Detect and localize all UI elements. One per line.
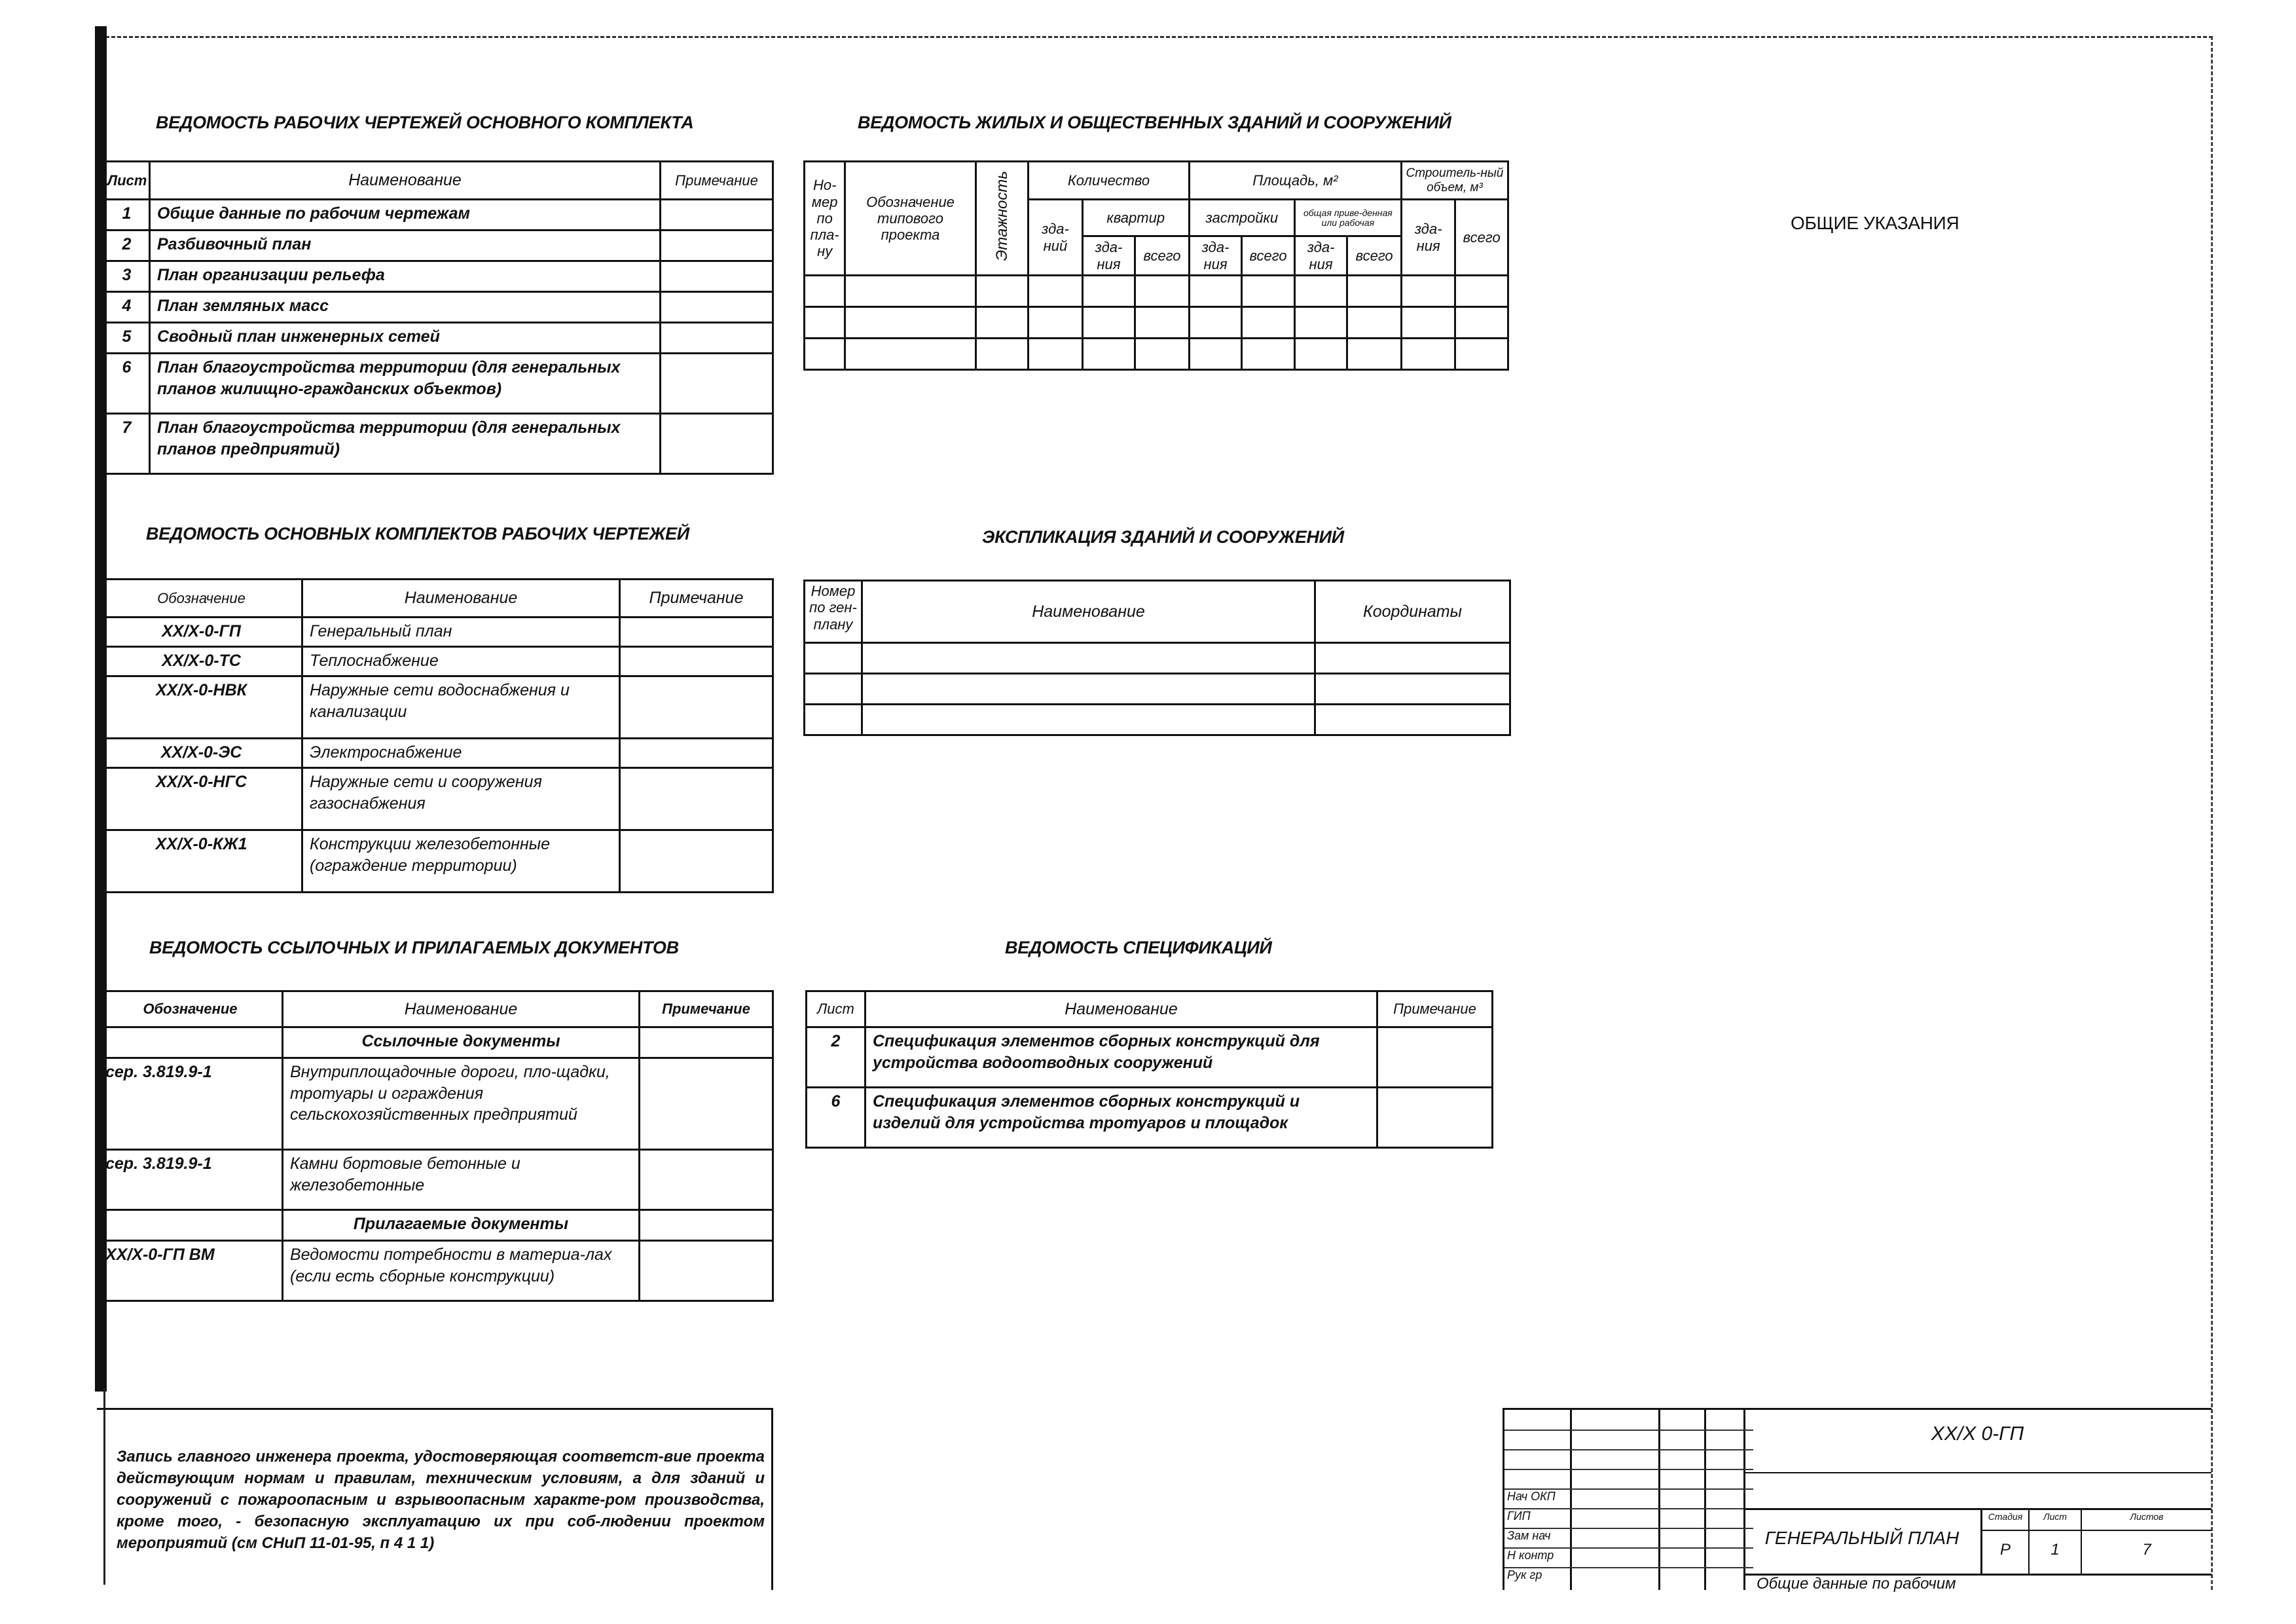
col-header-apt-buildings: зда-ния — [1082, 236, 1135, 276]
sheets-total-value: 7 — [2142, 1541, 2151, 1559]
drawing-code: ХХ/Х 0-ГП — [1931, 1423, 2024, 1445]
references-table — [97, 990, 774, 1302]
drawing-title: ГЕНЕРАЛЬНЫЙ ПЛАН — [1764, 1528, 1959, 1548]
col-header-total-buildings: зда-ния — [1294, 236, 1347, 276]
table-row: 4 План земляных масс — [104, 292, 773, 323]
table-row: 2 Спецификация элементов сборных конструкций для устройства водоотводных сооружений — [807, 1027, 1493, 1088]
col-header-volume-buildings: зда-ния — [1401, 200, 1455, 276]
col-header-dev-buildings: зда-ния — [1189, 236, 1242, 276]
col-header-buildings-count: зда-ний — [1029, 200, 1083, 276]
chief-engineer-note-box — [97, 1408, 773, 1590]
role-deputy: Зам нач — [1507, 1529, 1551, 1542]
col-header-designation: Обозначение — [101, 580, 302, 618]
col-header-note: Примечание — [1377, 991, 1493, 1027]
col-header-total-area: общая приве-денная или рабочая — [1294, 200, 1401, 236]
col-header-area: Площадь, м² — [1189, 162, 1401, 200]
col-header-volume-all: всего — [1455, 200, 1508, 276]
col-header-name: Наименование — [302, 580, 620, 618]
col-header-note: Примечание — [640, 991, 773, 1027]
table-row — [805, 674, 1510, 705]
table-row: ХХ/Х-0-ГП Генеральный план — [101, 618, 773, 647]
table-row — [805, 307, 1508, 339]
working-drawings-table — [103, 160, 774, 475]
col-header-floors: Этажность — [993, 170, 1011, 261]
table-row — [805, 643, 1510, 674]
col-header-development: застройки — [1189, 200, 1294, 236]
role-group-lead: Рук гр — [1507, 1568, 1542, 1581]
table-row: ХХ/Х-0-ТС Теплоснабжение — [101, 647, 773, 676]
col-header-coordinates: Координаты — [1315, 581, 1510, 643]
table-row: 1 Общие данные по рабочим чертежам — [104, 200, 773, 231]
general-notes-title: ОБЩИЕ УКАЗАНИЯ — [1791, 213, 1959, 233]
title-block — [1503, 1408, 2212, 1593]
col-header-plan-number: Но-мер по пла-ну — [805, 162, 845, 276]
col-header-apt-all: всего — [1135, 236, 1190, 276]
col-header-sheet: Лист — [807, 991, 866, 1027]
sheet-title: Общие данные по рабочим — [1757, 1575, 1956, 1593]
col-header-name: Наименование — [866, 991, 1377, 1027]
table-row: ХХ/Х-0-ЭС Электроснабжение — [101, 739, 773, 768]
col-header-apartments: квартир — [1082, 200, 1189, 236]
table-row: 5 Сводный план инженерных сетей — [104, 323, 773, 354]
table-row: 2 Разбивочный план — [104, 231, 773, 261]
main-sets-table — [100, 578, 774, 893]
col-header-sheet: Лист — [104, 162, 150, 200]
table-row: сер. 3.819.9-1 Камни бортовые бетонные и железобетонные — [98, 1150, 773, 1210]
table-subheader: Ссылочные документы — [98, 1027, 773, 1058]
col-header-name: Наименование — [862, 581, 1315, 643]
role-gip: ГИП — [1507, 1509, 1531, 1522]
table-row — [805, 339, 1508, 370]
col-header-total-all: всего — [1347, 236, 1402, 276]
sheet-label: Лист — [2043, 1511, 2068, 1522]
col-header-note: Примечание — [661, 162, 773, 200]
table-row: ХХ/Х-0-КЖ1 Конструкции железобетонные (ограждение территории) — [101, 830, 773, 893]
chief-engineer-note: Запись главного инженера проекта, удостоверяющая соответст-вие проекта действующим нормам и правилам, техническим условиям, а для зданий и сооружений с пожароопасным и взрывоопасным характе-ром производства, кроме того, - безопасную эксплуатацию их при соб-людении проектом мероприятий (см СНиП 11-01-95, п 4 1 1) — [117, 1448, 765, 1553]
explication-table — [803, 580, 1511, 736]
sheets-total-label: Листов — [2130, 1511, 2164, 1522]
specifications-table — [805, 990, 1493, 1149]
section-title-working-drawings: ВЕДОМОСТЬ РАБОЧИХ ЧЕРТЕЖЕЙ ОСНОВНОГО КОМПЛЕКТА — [156, 113, 694, 132]
section-title-references: ВЕДОМОСТЬ ССЫЛОЧНЫХ И ПРИЛАГАЕМЫХ ДОКУМЕНТОВ — [149, 938, 679, 957]
col-header-plan-number: Номер по ген-плану — [805, 581, 862, 643]
table-subheader: Прилагаемые документы — [98, 1210, 773, 1241]
stage-label: Стадия — [1988, 1511, 2023, 1522]
table-row: ХХ/Х-0-НВК Наружные сети водоснабжения и канализации — [101, 676, 773, 739]
section-title-main-sets: ВЕДОМОСТЬ ОСНОВНЫХ КОМПЛЕКТОВ РАБОЧИХ ЧЕРТЕЖЕЙ — [146, 524, 689, 544]
table-row: сер. 3.819.9-1 Внутриплощадочные дороги, пло-щадки, тротуары и ограждения сельскохозяйственных предприятий — [98, 1058, 773, 1150]
table-row: 6 Спецификация элементов сборных конструкций и изделий для устройства тротуаров и площадок — [807, 1088, 1493, 1148]
table-row — [805, 276, 1508, 307]
col-header-volume: Строитель-ный объем, м³ — [1401, 162, 1508, 200]
table-row: 3 План организации рельефа — [104, 261, 773, 292]
role-norm-control: Н контр — [1507, 1549, 1554, 1562]
col-header-dev-all: всего — [1242, 236, 1295, 276]
role-head-dept: Нач ОКП — [1507, 1490, 1556, 1503]
col-header-quantity: Количество — [1029, 162, 1190, 200]
stage-value: Р — [1999, 1541, 2011, 1559]
table-row: 7 План благоустройства территории (для генеральных планов предприятий) — [104, 414, 773, 474]
buildings-table — [803, 160, 1509, 371]
section-title-explication: ЭКСПЛИКАЦИЯ ЗДАНИЙ И СООРУЖЕНИЙ — [982, 527, 1344, 547]
section-title-specifications: ВЕДОМОСТЬ СПЕЦИФИКАЦИЙ — [1005, 938, 1272, 957]
table-row: 6 План благоустройства территории (для генеральных планов жилищно-гражданских объектов) — [104, 354, 773, 414]
col-header-name: Наименование — [283, 991, 640, 1027]
section-title-buildings: ВЕДОМОСТЬ ЖИЛЫХ И ОБЩЕСТВЕННЫХ ЗДАНИЙ И СООРУЖЕНИЙ — [858, 113, 1451, 132]
col-header-designation: Обозначение типового проекта — [845, 162, 975, 276]
table-row: ХХ/Х-0-НГС Наружные сети и сооружения газоснабжения — [101, 768, 773, 830]
col-header-designation: Обозначение — [98, 991, 283, 1027]
table-row — [805, 705, 1510, 735]
col-header-note: Примечание — [620, 580, 773, 618]
col-header-name: Наименование — [150, 162, 661, 200]
sheet-value: 1 — [2050, 1541, 2060, 1559]
table-row: ХХ/Х-0-ГП ВМ Ведомости потребности в материа-лах (если есть сборные конструкции) — [98, 1241, 773, 1301]
